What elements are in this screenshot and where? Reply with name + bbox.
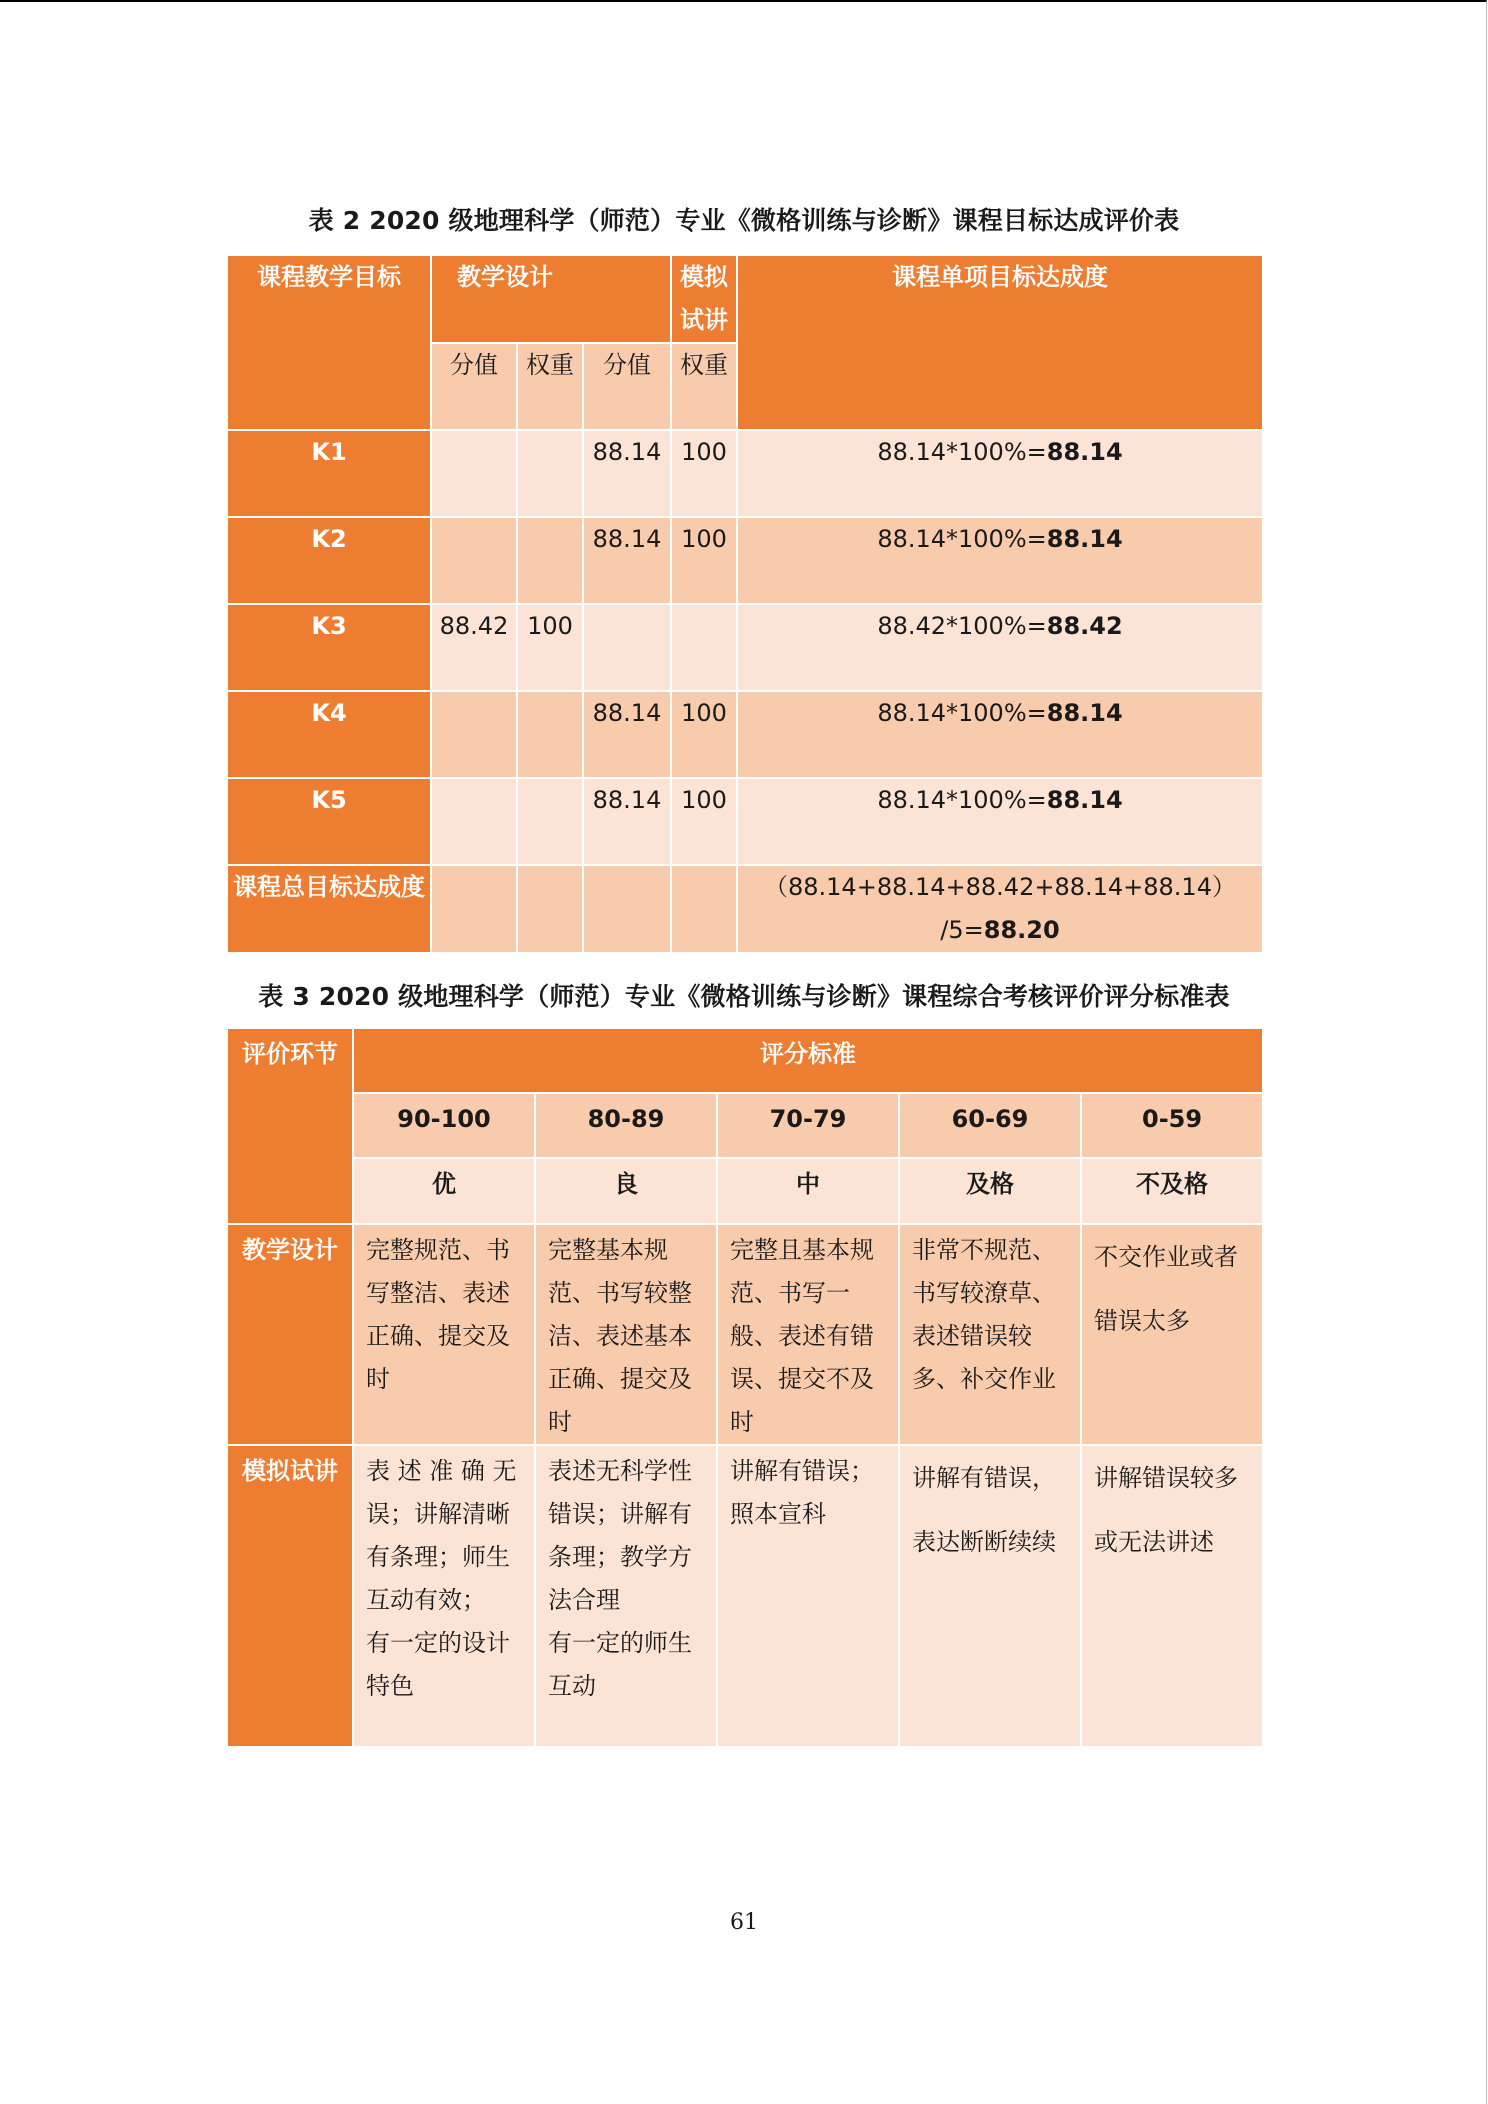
design-weight-cell	[517, 691, 583, 778]
design-score-cell	[431, 430, 517, 517]
total-result: 88.20	[983, 916, 1060, 944]
score-range-cell: 80-89	[535, 1093, 717, 1158]
score-range-cell: 90-100	[353, 1093, 535, 1158]
criteria-cell: 非常不规范、书写较潦草、表述错误较多、补交作业	[899, 1224, 1081, 1445]
page-number: 61	[730, 1910, 758, 1935]
total-formula-line2: /5=	[940, 916, 984, 944]
lecture-weight-cell: 100	[671, 691, 737, 778]
criteria-cell: 表述无科学性错误；讲解有条理；教学方法合理 有一定的师生 互动	[535, 1445, 717, 1747]
grade-cell: 不及格	[1081, 1158, 1263, 1224]
design-score-cell	[431, 517, 517, 604]
lecture-weight-cell: 100	[671, 778, 737, 865]
header-evaluation-link: 评价环节	[227, 1028, 353, 1224]
design-score-cell: 88.42	[431, 604, 517, 691]
design-weight-cell: 100	[517, 604, 583, 691]
achievement-formula: 88.14*100%=	[877, 699, 1047, 727]
criteria-cell: 不交作业或者 错误太多	[1081, 1224, 1263, 1445]
subheader-lecture-weight: 权重	[671, 343, 737, 430]
table3-scoring-criteria	[226, 1027, 1264, 1748]
achievement-cell	[737, 778, 1263, 865]
total-lecture-score-cell	[583, 865, 671, 953]
subheader-design-score: 分值	[431, 343, 517, 430]
row-label: K5	[227, 778, 431, 865]
score-range-cell: 0-59	[1081, 1093, 1263, 1158]
criteria-cell: 表 述 准 确 无误；讲解清晰有条理；师生互动有效； 有一定的设计 特色	[353, 1445, 535, 1747]
header-course-goal: 课程教学目标	[227, 255, 431, 430]
score-range-cell: 70-79	[717, 1093, 899, 1158]
criteria-cell: 讲解有错误， 表达断断续续	[899, 1445, 1081, 1747]
achievement-formula: 88.14*100%=	[877, 525, 1047, 553]
row-label-teaching-design: 教学设计	[227, 1224, 353, 1445]
criteria-cell: 完整规范、书写整洁、表述正确、提交及时	[353, 1224, 535, 1445]
header-single-goal-achievement: 课程单项目标达成度	[737, 255, 1263, 430]
total-design-score-cell	[431, 865, 517, 953]
achievement-formula: 88.14*100%=	[877, 786, 1047, 814]
achievement-cell	[737, 604, 1263, 691]
design-score-cell	[431, 691, 517, 778]
total-goal-label: 课程总目标达成度	[227, 865, 431, 953]
criteria-cell: 讲解错误较多 或无法讲述	[1081, 1445, 1263, 1747]
grade-cell: 及格	[899, 1158, 1081, 1224]
achievement-cell	[737, 691, 1263, 778]
header-mock-lecture: 模拟试讲	[671, 255, 737, 343]
score-range-cell: 60-69	[899, 1093, 1081, 1158]
grade-cell: 优	[353, 1158, 535, 1224]
design-weight-cell	[517, 778, 583, 865]
grade-cell: 良	[535, 1158, 717, 1224]
subheader-design-weight: 权重	[517, 343, 583, 430]
header-teaching-design: 教学设计	[431, 255, 671, 343]
achievement-result: 88.14	[1046, 525, 1123, 553]
table3-caption: 表 3 2020 级地理科学（师范）专业《微格训练与诊断》课程综合考核评价评分标准表	[258, 982, 1230, 1011]
achievement-cell	[737, 430, 1263, 517]
design-weight-cell	[517, 517, 583, 604]
lecture-weight-cell: 100	[671, 430, 737, 517]
row-label: K4	[227, 691, 431, 778]
total-formula-line1: （88.14+88.14+88.42+88.14+88.14）	[764, 873, 1236, 901]
lecture-weight-cell	[671, 604, 737, 691]
lecture-score-cell: 88.14	[583, 778, 671, 865]
achievement-formula: 88.42*100%=	[877, 612, 1047, 640]
grade-cell: 中	[717, 1158, 899, 1224]
lecture-score-cell	[583, 604, 671, 691]
total-achievement-cell	[737, 865, 1263, 953]
table2-caption: 表 2 2020 级地理科学（师范）专业《微格训练与诊断》课程目标达成评价表	[308, 206, 1180, 235]
criteria-cell: 完整且基本规范、书写一般、表述有错误、提交不及时	[717, 1224, 899, 1445]
row-label: K1	[227, 430, 431, 517]
row-label: K3	[227, 604, 431, 691]
lecture-score-cell: 88.14	[583, 430, 671, 517]
header-scoring-standard: 评分标准	[353, 1028, 1263, 1093]
subheader-lecture-score: 分值	[583, 343, 671, 430]
design-weight-cell	[517, 430, 583, 517]
total-design-weight-cell	[517, 865, 583, 953]
design-score-cell	[431, 778, 517, 865]
total-lecture-weight-cell	[671, 865, 737, 953]
achievement-formula: 88.14*100%=	[877, 438, 1047, 466]
achievement-cell	[737, 517, 1263, 604]
achievement-result: 88.14	[1046, 699, 1123, 727]
achievement-result: 88.14	[1046, 438, 1123, 466]
achievement-result: 88.42	[1046, 612, 1123, 640]
lecture-score-cell: 88.14	[583, 517, 671, 604]
row-label-mock-lecture: 模拟试讲	[227, 1445, 353, 1747]
criteria-cell: 讲解有错误； 照本宣科	[717, 1445, 899, 1747]
achievement-result: 88.14	[1046, 786, 1123, 814]
row-label: K2	[227, 517, 431, 604]
criteria-cell: 完整基本规范、书写较整洁、表述基本正确、提交及时	[535, 1224, 717, 1445]
table2-course-goal-achievement	[226, 254, 1264, 954]
lecture-weight-cell: 100	[671, 517, 737, 604]
lecture-score-cell: 88.14	[583, 691, 671, 778]
